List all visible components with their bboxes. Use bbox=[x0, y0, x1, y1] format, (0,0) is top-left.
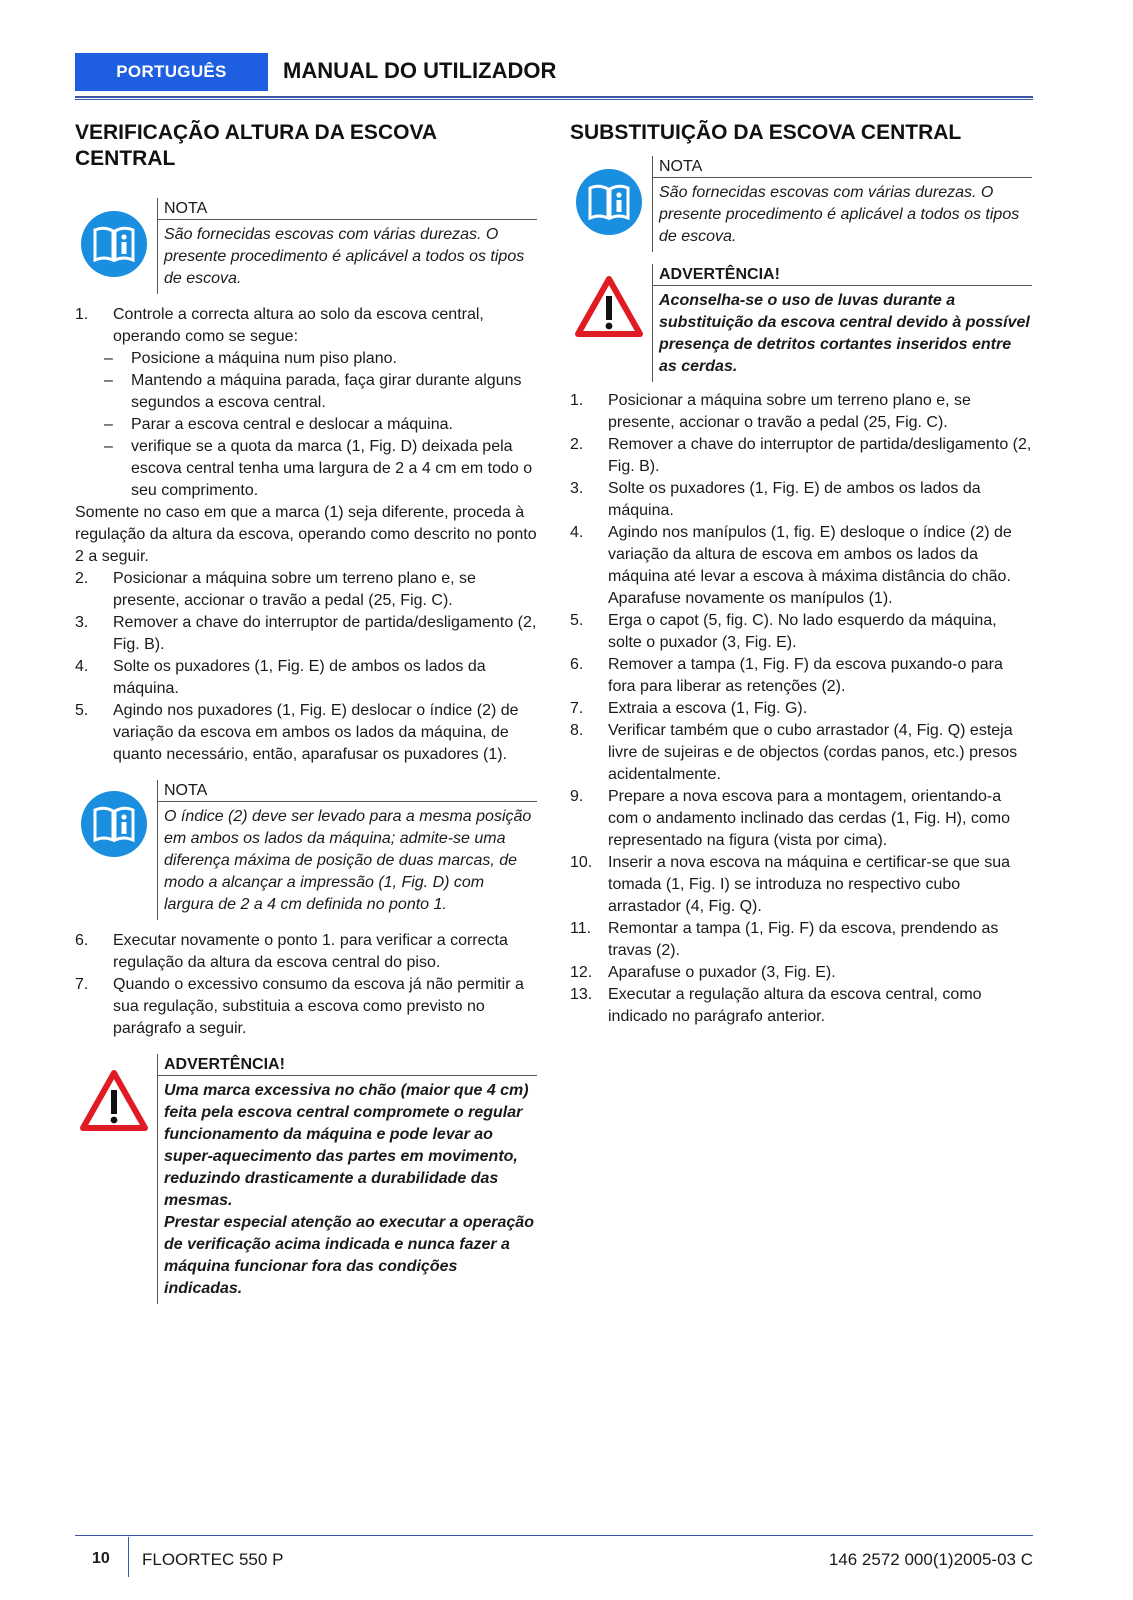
list-item: 5. Agindo nos puxadores (1, Fig. E) deslocar o índice (2) de variação da escova em ambos os lados da máquina, de quanto necessário, então, aparafusar os puxadores (1). bbox=[75, 702, 519, 763]
warning-text: Aconselha-se o uso de luvas durante a substituição da escova central devido à possível presença de detritos cortantes inseridos entre as cerdas. bbox=[652, 286, 1032, 382]
product-name: FLOORTEC 550 P bbox=[142, 1550, 284, 1569]
paragraph: Somente no caso em que a marca (1) seja diferente, proceda à regulação da altura da escova, operando como descrito no ponto 2 a seguir. bbox=[75, 504, 537, 565]
list-item: 12. Aparafuse o puxador (3, Fig. E). bbox=[570, 964, 836, 981]
warning-box bbox=[570, 264, 1032, 382]
list-item bbox=[75, 304, 537, 502]
left-column bbox=[75, 120, 537, 1304]
list-item: 3. Solte os puxadores (1, Fig. E) de ambos os lados da máquina. bbox=[570, 480, 981, 519]
list-item: 9. Prepare a nova escova para a montagem, orientando-a com o andamento inclinado das cerdas (1, Fig. H), como representado na figura (vista por cima). bbox=[570, 788, 1010, 849]
note-box bbox=[570, 156, 1032, 252]
manual-info-icon bbox=[80, 790, 148, 858]
sub-item: – Posicione a máquina num piso plano. bbox=[104, 350, 397, 367]
step-list bbox=[75, 568, 537, 766]
footer-rule bbox=[75, 1535, 1033, 1536]
warning-triangle-icon bbox=[80, 1068, 148, 1136]
section-title-right: SUBSTITUIÇÃO DA ESCOVA CENTRAL bbox=[570, 121, 962, 144]
warning-heading: ADVERTÊNCIA! bbox=[652, 264, 1032, 286]
list-item: 13. Executar a regulação altura da escova central, como indicado no parágrafo anterior. bbox=[570, 986, 982, 1025]
step-list bbox=[75, 304, 537, 502]
manual-info-icon bbox=[575, 168, 643, 236]
list-item: 6. Executar novamente o ponto 1. para verificar a correcta regulação da altura da escova central do piso. bbox=[75, 932, 508, 971]
section-title-left: VERIFICAÇÃO ALTURA DA ESCOVA CENTRAL bbox=[75, 121, 437, 170]
note-text: São fornecidas escovas com várias durezas. O presente procedimento é aplicável a todos os tipos de escova. bbox=[157, 220, 537, 294]
list-item: 2. Remover a chave do interruptor de partida/desligamento (2, Fig. B). bbox=[570, 436, 1032, 475]
list-item: 1. Posicionar a máquina sobre um terreno plano e, se presente, accionar o travão a pedal (25, Fig. C). bbox=[570, 392, 971, 431]
sub-item: – verifique se a quota da marca (1, Fig. D) deixada pela escova central tenha uma largura de 2 a 4 cm em todo o seu comprimento. bbox=[104, 438, 533, 499]
note-heading: NOTA bbox=[652, 156, 1032, 178]
list-item: 6. Remover a tampa (1, Fig. F) da escova puxando-o para fora para liberar as retenções (2). bbox=[570, 656, 1003, 695]
manual-info-icon bbox=[80, 210, 148, 278]
warning-heading: ADVERTÊNCIA! bbox=[157, 1054, 537, 1076]
note-heading: NOTA bbox=[157, 780, 537, 802]
sub-item: – Mantendo a máquina parada, faça girar durante alguns segundos a escova central. bbox=[104, 372, 522, 411]
warning-box bbox=[75, 1054, 537, 1304]
footer-divider bbox=[128, 1537, 129, 1577]
note-heading: NOTA bbox=[157, 198, 537, 220]
step-list bbox=[75, 930, 537, 1040]
note-box bbox=[75, 198, 537, 294]
sub-list bbox=[103, 348, 537, 502]
list-item: 4. Agindo nos manípulos (1, fig. E) desloque o índice (2) de variação da altura de escova em ambos os lados da máquina até levar a escova à máxima distância do chão. Aparafuse novamente os manípulos (1). bbox=[570, 524, 1012, 607]
list-item: 11. Remontar a tampa (1, Fig. F) da escova, prendendo as travas (2). bbox=[570, 920, 999, 959]
header-rule-thin bbox=[75, 99, 1033, 100]
note-text: São fornecidas escovas com várias durezas. O presente procedimento é aplicável a todos os tipos de escova. bbox=[652, 178, 1032, 252]
list-item: 7. Quando o excessivo consumo da escova já não permitir a sua regulação, substituia a escova como previsto no parágrafo a seguir. bbox=[75, 976, 524, 1037]
list-item: 7. Extraia a escova (1, Fig. G). bbox=[570, 700, 808, 717]
step-text: Controle a correcta altura ao solo da escova central, operando como se segue: bbox=[113, 306, 484, 345]
sub-item: – Parar a escova central e deslocar a máquina. bbox=[104, 416, 453, 433]
warning-text: Uma marca excessiva no chão (maior que 4 cm) feita pela escova central compromete o regular funcionamento da máquina e pode levar ao super-aquecimento das partes em movimento, reduzindo drasticamente a durabilidade das mesmas. Prestar especial atenção ao executar a operação de verificação acima indicada e nunca fazer a máquina funcionar fora das condições indicadas. bbox=[157, 1076, 537, 1304]
list-item: 10. Inserir a nova escova na máquina e certificar-se que sua tomada (1, Fig. I) se introduza no respectivo cubo arrastador (4, Fig. Q). bbox=[570, 854, 1010, 915]
right-column bbox=[570, 120, 1032, 1028]
warning-triangle-icon bbox=[575, 274, 643, 342]
list-item: 5. Erga o capot (5, fig. C). No lado esquerdo da máquina, solte o puxador (3, Fig. E). bbox=[570, 612, 997, 651]
note-text: O índice (2) deve ser levado para a mesma posição em ambos os lados da máquina; admite-se uma diferença máxima de posição de duas marcas, de modo a alcançar a impressão (1, Fig. D) com largura de 2 a 4 cm definida no ponto 1. bbox=[157, 802, 537, 920]
step-list bbox=[570, 390, 1032, 1028]
document-code: 146 2572 000(1)2005-03 C bbox=[828, 1550, 1033, 1569]
note-box bbox=[75, 780, 537, 920]
header-rule bbox=[75, 96, 1033, 98]
language-tab: PORTUGUÊS bbox=[75, 53, 268, 91]
list-item: 8. Verificar também que o cubo arrastador (4, Fig. Q) esteja livre de sujeiras e de objectos (cordas panos, etc.) presos acidentalmente. bbox=[570, 722, 1018, 783]
step-number: 1. bbox=[75, 306, 89, 323]
list-item: 4. Solte os puxadores (1, Fig. E) de ambos os lados da máquina. bbox=[75, 658, 486, 697]
document-title: MANUAL DO UTILIZADOR bbox=[283, 58, 557, 83]
page-number: 10 bbox=[92, 1550, 110, 1567]
list-item: 2. Posicionar a máquina sobre um terreno plano e, se presente, accionar o travão a pedal (25, Fig. C). bbox=[75, 570, 476, 609]
list-item: 3. Remover a chave do interruptor de partida/desligamento (2, Fig. B). bbox=[75, 614, 537, 653]
